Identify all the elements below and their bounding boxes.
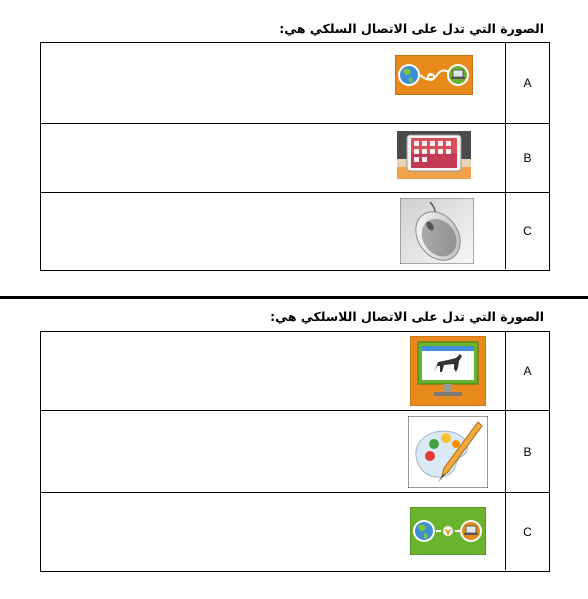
tablet-icon: [397, 131, 471, 179]
option-row-a[interactable]: [41, 332, 549, 411]
option-letter: C: [505, 193, 549, 269]
globe-cable-laptop-icon: [395, 55, 473, 95]
option-row-c[interactable]: [41, 193, 549, 269]
mouse-icon: [400, 198, 474, 264]
option-letter: A: [505, 43, 549, 123]
option-letter: C: [505, 493, 549, 570]
option-letter: A: [505, 332, 549, 410]
option-row-b[interactable]: [41, 411, 549, 493]
question-1-title: الصورة التي تدل على الاتصال السلكي هي:: [279, 21, 544, 36]
globe-wireless-laptop-icon: [410, 507, 486, 555]
monitor-horse-icon: [410, 336, 486, 406]
option-row-b[interactable]: [41, 124, 549, 193]
question-1-options-table: [40, 42, 550, 271]
paint-palette-icon: [408, 416, 488, 488]
option-row-a[interactable]: [41, 43, 549, 124]
section-divider: [0, 296, 588, 299]
question-2-options-table: [40, 331, 550, 572]
option-letter: B: [505, 411, 549, 492]
option-letter: B: [505, 124, 549, 192]
option-row-c[interactable]: [41, 493, 549, 570]
question-2-title: الصورة التي تدل على الاتصال اللاسلكي هي:: [270, 309, 544, 324]
